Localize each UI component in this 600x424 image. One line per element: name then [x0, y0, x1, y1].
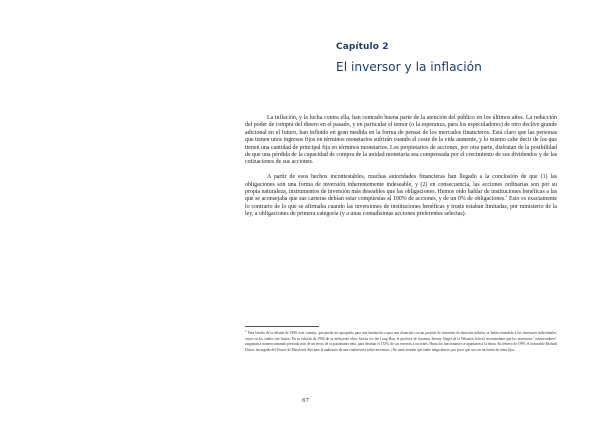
body-text [245, 115, 557, 219]
paragraph-1: La inflación, y la lucha contra ella, han centrado buena parte de la atención del público en los últimos años. La reducción del poder de compra del dinero en el pasado, y en particular el temor (o la esperanza, para los especuladores) de otro declive grande adicional en el futuro, han influido en gran medida en la forma de pensar de los mercados financieros. Está claro que las personas que tienen unos ingresos fijos en términos monetarios sufrirán cuando el coste de la vida aumente, y lo mismo cabe decir de los que tienen una cantidad de principal fija en términos monetarios. Los propietarios de acciones, por otra parte, disfrutan de la posibilidad de que una pérdida de la capacidad de compra de la unidad monetaria sea compensada por el crecimiento de sus dividendos y de las cotizaciones de sus acciones. [245, 115, 557, 166]
chapter-title: El inversor y la inflación [336, 60, 482, 74]
chapter-label: Capítulo 2 [336, 42, 389, 52]
paragraph-2 [245, 174, 557, 218]
paragraph-2-tail: Esto es exactamente lo contrario de lo que se afirmaba cuando las inversiones de instituciones benéficas y trusts estaban limitadas, por ministerio de la ley, a obligaciones de primera categoría (y a unas contadísimas acciones preferentes selectas). [245, 196, 558, 218]
footnote-marker: 1 [245, 329, 247, 333]
footnote-reference: 1 [505, 194, 508, 199]
page-number: 67 [302, 398, 310, 404]
footnote-text: Para finales de la década de 1990, este consejo, que puede ser apropiado para una fundación o para una donación con un período de inversión de duración infinita, se había extendido a los inversores individuales, cuyos ciclos vitales son finitos. En su edición de 1994 de su influyente obra, Stocks for the Long Run, el profesor de finanzas Jeremy Siegel de la Wharton School recomendaba que los inversores "conservadores" asignaran a manera tomando prestado más de un tercio de su patrimonio neto, para destinar el 135% de sus reservas a acciones. Hasta los funcionarios se apuntaron a la fiesta: En febrero de 1999, el honorable Richard Dixon, encargado del Tesoro de Maryland, dijo ante la audiencia de una conferencia sobre inversión: «No tiene sentido que nadie tenga dinero, por poco que sea, en un fondo de renta fija». [245, 331, 557, 352]
footnote [245, 331, 557, 354]
footnote-divider [245, 326, 319, 327]
paragraph-2-text: A partir de esos hechos incontestables, muchas autoridades financieras han llegado a la conclusión de que (1) las obligaciones son una forma de inversión inherentemente indeseable, y (2) en consecuencia, las acciones ordinarias son por su propia naturaleza, instrumentos de inversión más deseables que las obligaciones. Hemos oído hablar de instituciones benéficas a las que se aconsejaba que sus carteras debían estar compuestas al 100% de acciones, y de un 0% de obligaciones. [245, 174, 557, 203]
